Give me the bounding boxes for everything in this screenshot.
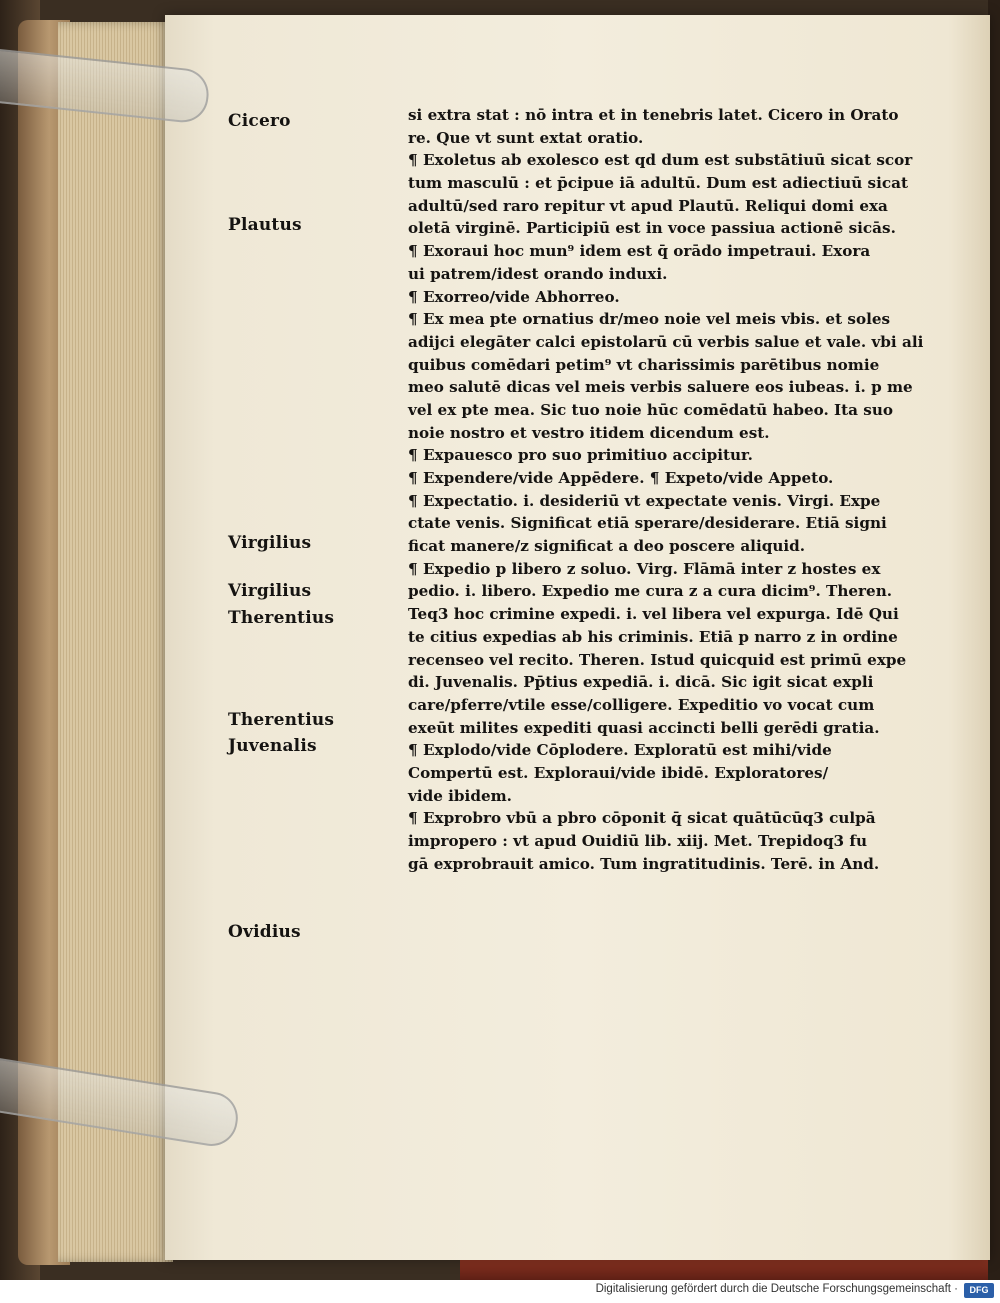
text-line: noie nostro et vestro itidem dicendum est. — [408, 423, 770, 442]
text-line: care/pferre/vtile esse/colligere. Expeditio vo vocat cum — [408, 695, 875, 714]
text-line: gā exprobrauit amico. Tum ingratitudinis. Terē. in And. — [408, 854, 880, 873]
margin-note-therentius-2: Therentius — [228, 710, 335, 730]
text-line: ¶ Exorreo/vide Abhorreo. — [408, 287, 620, 306]
text-line: Teq3 hoc crimine expedi. i. vel libera vel expurga. Idē Qui — [408, 605, 899, 624]
text-line: ctate venis. Significat etiā sperare/desiderare. Etiā signi — [408, 514, 887, 533]
text-line: ¶ Expauesco pro suo primitiuo accipitur. — [408, 446, 753, 465]
text-line: quibus comēdari petim⁹ vt charissimis parētibus nomie — [408, 355, 880, 374]
text-line: adultū/sed raro repitur vt apud Plautū. Reliqui domi exa — [408, 196, 888, 215]
margin-note-cicero: Cicero — [228, 111, 291, 131]
dfg-logo: DFG — [964, 1283, 994, 1298]
margin-note-ovidius: Ovidius — [228, 922, 301, 942]
text-line: di. Juvenalis. Pp̄tius expediā. i. dicā. Sic igit sicat expli — [408, 673, 874, 692]
margin-note-therentius: Therentius — [228, 608, 335, 628]
text-line: Compertū est. Exploraui/vide ibidē. Exploratores/ — [408, 763, 829, 782]
text-line: ¶ Ex mea pte ornatius dr/meo noie vel meis vbis. et soles — [408, 310, 891, 329]
footer-bar — [0, 1280, 1000, 1303]
margin-note-virgilius-2: Virgilius — [228, 581, 312, 601]
text-line: ¶ Expendere/vide Appēdere. ¶ Expeto/vide Appeto. — [408, 469, 834, 487]
page-text-block — [408, 104, 964, 875]
footer-credit: Digitalisierung gefördert durch die Deutsche Forschungsgemeinschaft · — [595, 1283, 958, 1295]
text-line: adijci elegāter calci epistolarū cū verbis salue et vale. vbi ali — [408, 332, 924, 351]
text-line: pedio. i. libero. Expedio me cura z a cura dicim⁹. Theren. — [408, 582, 893, 601]
text-line: oletā virginē. Participiū est in voce passiua actionē sicās. — [408, 219, 896, 238]
text-line: ¶ Exprobro vbū a pbro cōponit q̄ sicat quātūcūq3 culpā — [408, 809, 876, 828]
text-line: re. Que vt sunt extat oratio. — [408, 128, 644, 147]
text-line: ficat manere/z significat a deo poscere aliquid. — [408, 537, 806, 556]
margin-note-plautus: Plautus — [228, 215, 302, 235]
text-line: ¶ Expectatio. i. desideriū vt expectate venis. Virgi. Expe — [408, 491, 881, 510]
text-line: vide ibidem. — [408, 786, 512, 805]
margin-note-virgilius: Virgilius — [228, 533, 312, 553]
text-line: te citius expedias ab his criminis. Etiā p narro z in ordine — [408, 627, 898, 646]
text-line: recenseo vel recito. Theren. Istud quicquid est primū expe — [408, 650, 907, 669]
text-line: impropero : vt apud Ouidiū lib. xiij. Met. Trepidoq3 fu — [408, 832, 867, 850]
text-line: ¶ Explodo/vide Cōplodere. Exploratū est mihi/vide — [408, 741, 832, 760]
text-line: tum masculū : et p̄cipue iā adultū. Dum est adiectiuū sicat — [408, 174, 908, 193]
text-line: si extra stat : nō intra et in tenebris latet. Cicero in Orato — [408, 106, 899, 124]
text-line: exeūt milites expediti quasi accincti belli gerēdi gratia. — [408, 718, 880, 737]
text-line: ¶ Exoraui hoc mun⁹ idem est q̄ orādo impetraui. Exora — [408, 242, 871, 261]
text-line: meo salutē dicas vel meis verbis saluere eos iubeas. i. p me — [408, 378, 913, 397]
text-line: ¶ Expedio p libero z soluo. Virg. Flāmā inter z hostes ex — [408, 559, 881, 578]
margin-note-juvenalis: Juvenalis — [228, 736, 317, 756]
text-line: ¶ Exoletus ab exolesco est qd dum est substātiuū sicat scor — [408, 151, 913, 170]
text-line: ui patrem/idest orando induxi. — [408, 264, 668, 283]
text-line: vel ex pte mea. Sic tuo noie hūc comēdatū habeo. Ita suo — [408, 400, 894, 419]
